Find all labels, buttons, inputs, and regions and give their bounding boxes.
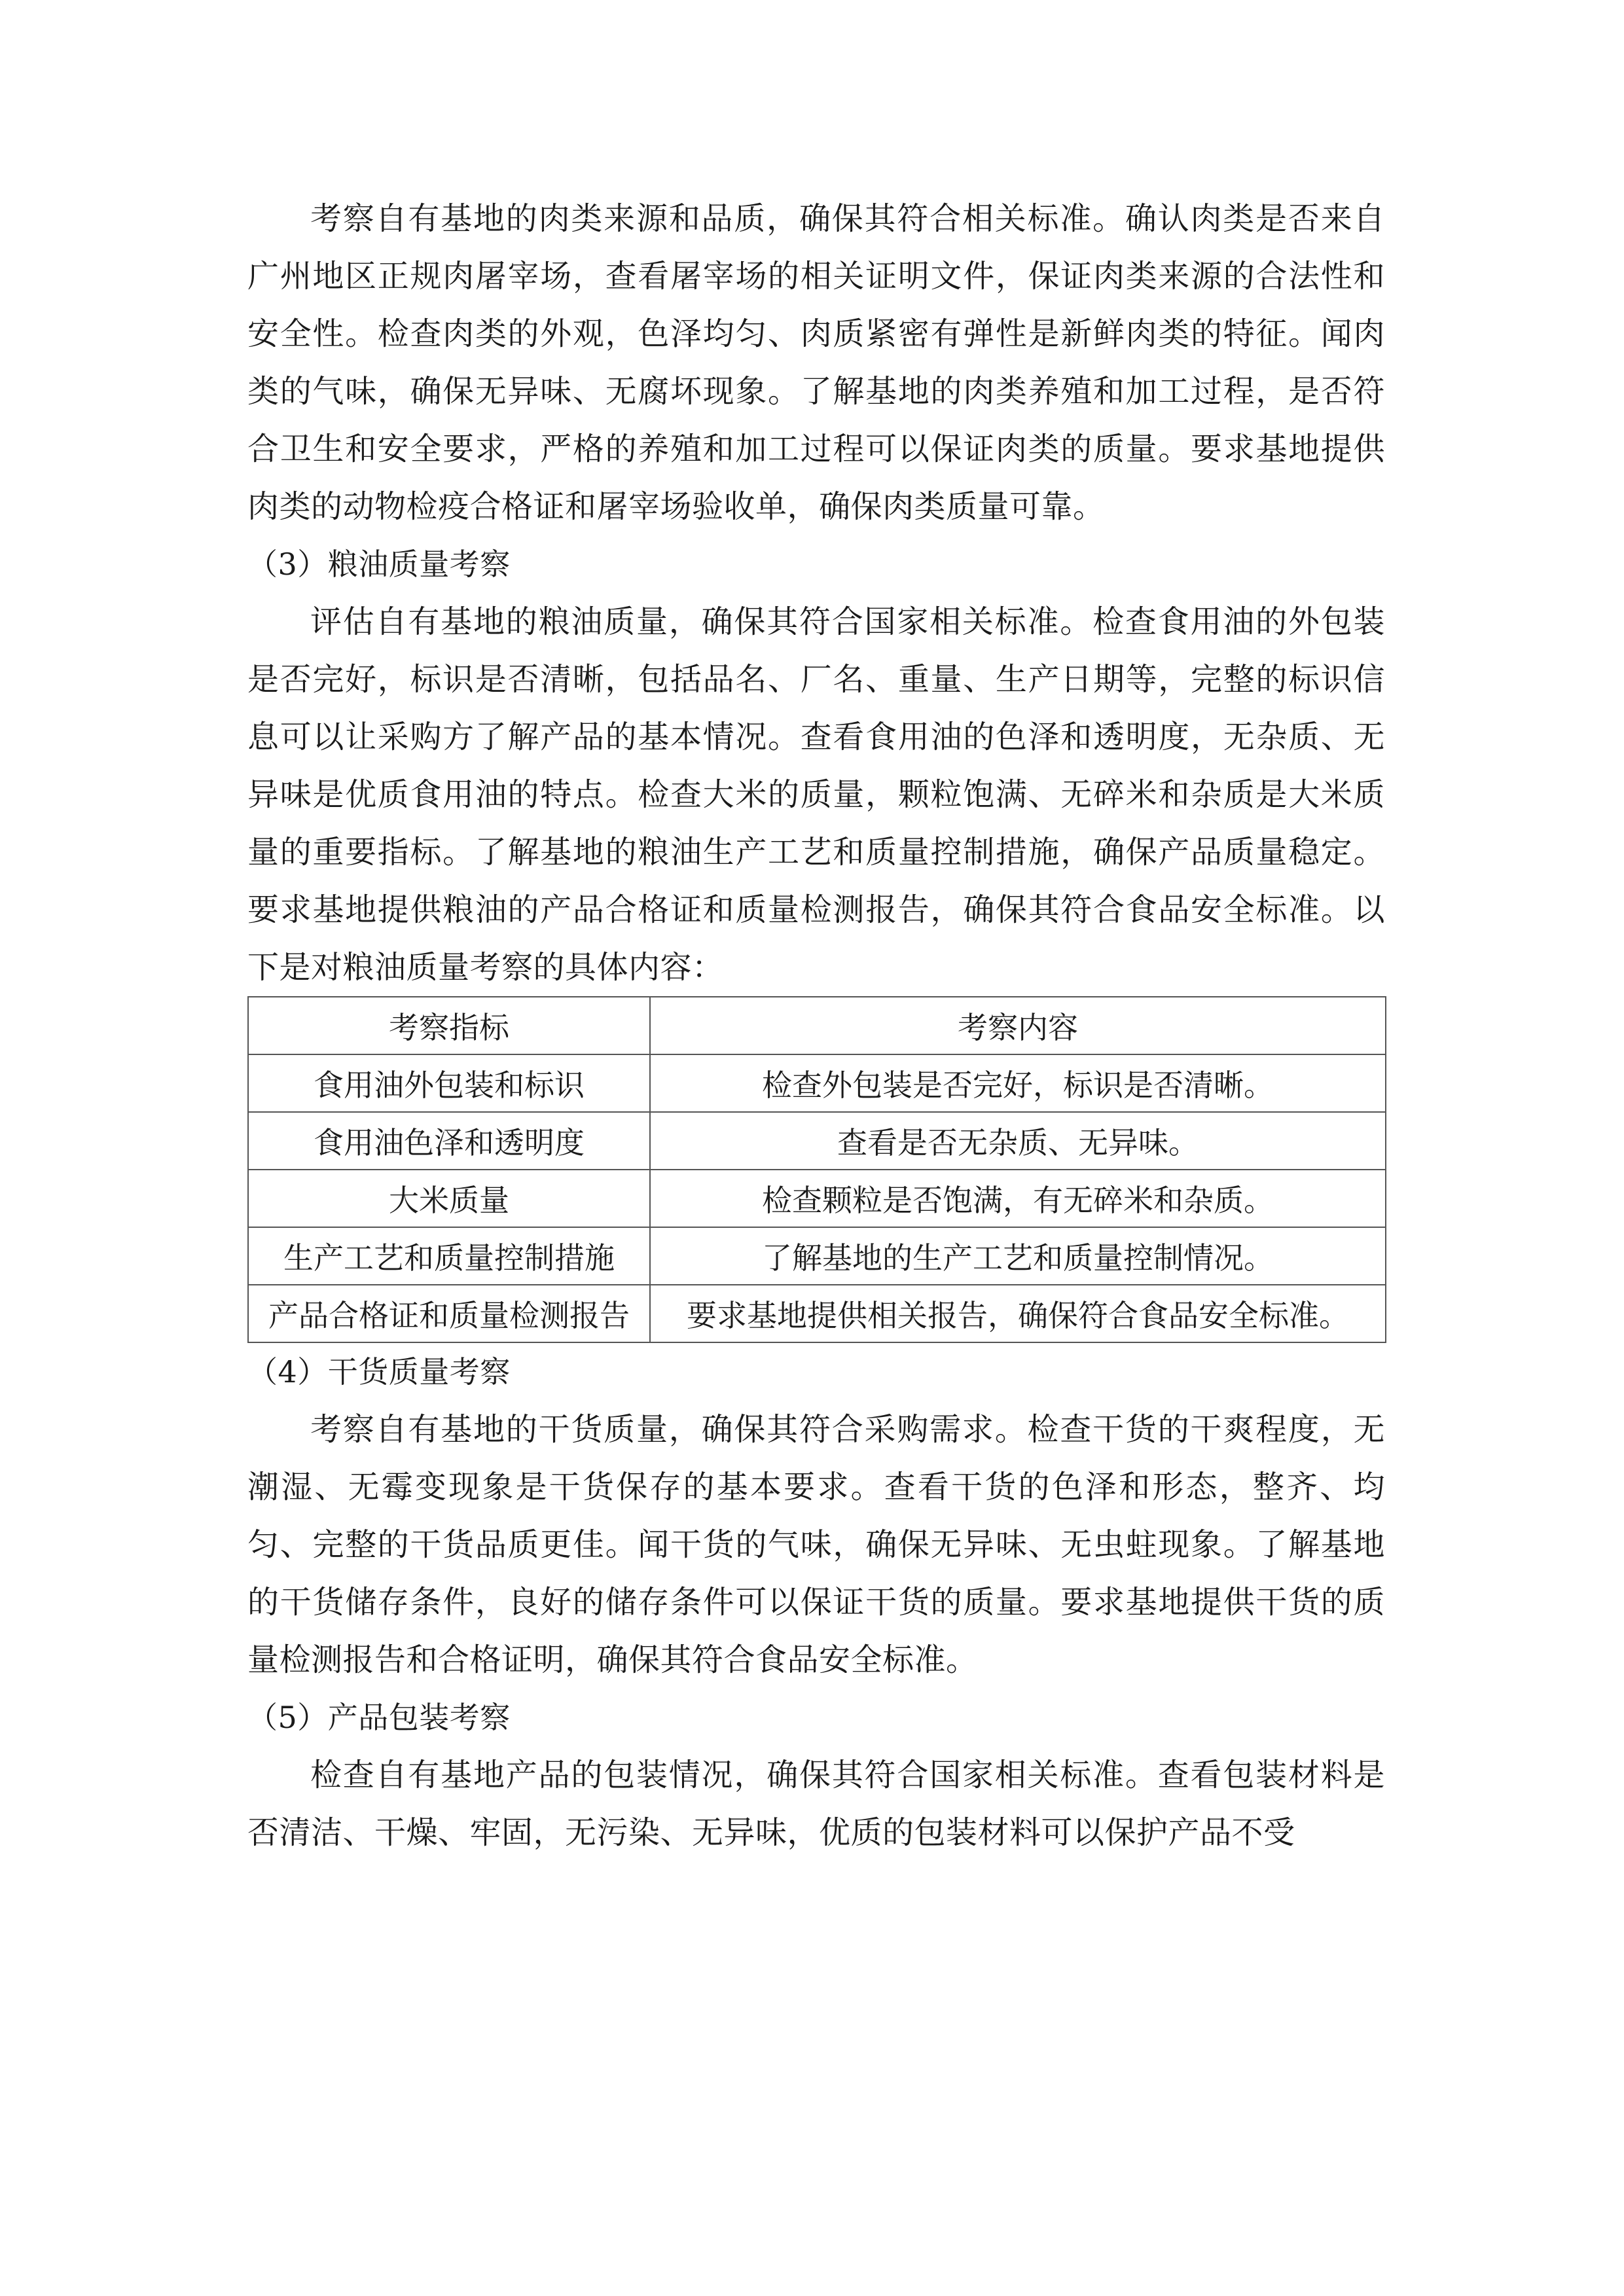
paragraph-meat-quality: 考察自有基地的肉类来源和品质，确保其符合相关标准。确认肉类是否来自广州地区正规肉屠宰场，查看屠宰场的相关证明文件，保证肉类来源的合法性和安全性。检查肉类的外观，色泽均匀、肉质紧密有弹性是新鲜肉类的特征。闻肉类的气味，确保无异味、无腐坏现象。了解基地的肉类养殖和加工过程，是否符合卫生和安全要求，严格的养殖和加工过程可以保证肉类的质量。要求基地提供肉类的动物检疫合格证和屠宰场验收单，确保肉类质量可靠。 <box>247 200 1385 525</box>
table-row <box>248 1285 1386 1342</box>
table-row <box>248 1170 1386 1227</box>
table-cell-indicator: 产品合格证和质量检测报告 <box>248 1285 650 1342</box>
table-row <box>248 1054 1386 1112</box>
paragraph-grain-oil: 评估自有基地的粮油质量，确保其符合国家相关标准。检查食用油的外包装是否完好，标识是否清晰，包括品名、厂名、重量、生产日期等，完整的标识信息可以让采购方了解产品的基本情况。查看食用油的色泽和透明度，无杂质、无异味是优质食用油的特点。检查大米的质量，颗粒饱满、无碎米和杂质是大米质量的重要指标。了解基地的粮油生产工艺和质量控制措施，确保产品质量稳定。要求基地提供粮油的产品合格证和质量检测报告，确保其符合食品安全标准。以下是对粮油质量考察的具体内容： <box>247 603 1385 986</box>
paragraph-packaging: 检查自有基地产品的包装情况，确保其符合国家相关标准。查看包装材料是否清洁、干燥、牢固，无污染、无异味，优质的包装材料可以保护产品不受 <box>247 1757 1385 1851</box>
grain-oil-table <box>247 996 1386 1343</box>
table-header-row <box>248 997 1386 1054</box>
table-cell-content: 查看是否无杂质、无异味。 <box>650 1112 1386 1170</box>
heading-packaging: （5）产品包装考察 <box>247 1700 511 1735</box>
table-row <box>248 1112 1386 1170</box>
table-cell-indicator: 食用油色泽和透明度 <box>248 1112 650 1170</box>
table-cell-content: 了解基地的生产工艺和质量控制情况。 <box>650 1227 1386 1285</box>
table-header-cell: 考察内容 <box>650 997 1386 1054</box>
table-header-cell: 考察指标 <box>248 997 650 1054</box>
table-row <box>248 1227 1386 1285</box>
heading-dry-goods: （4）干货质量考察 <box>247 1354 511 1390</box>
table-cell-indicator: 生产工艺和质量控制措施 <box>248 1227 650 1285</box>
document-page <box>247 190 1385 1861</box>
table-cell-indicator: 大米质量 <box>248 1170 650 1227</box>
paragraph-dry-goods: 考察自有基地的干货质量，确保其符合采购需求。检查干货的干爽程度，无潮湿、无霉变现象是干货保存的基本要求。查看干货的色泽和形态，整齐、均匀、完整的干货品质更佳。闻干货的气味，确保无异味、无虫蛀现象。了解基地的干货储存条件，良好的储存条件可以保证干货的质量。要求基地提供干货的质量检测报告和合格证明，确保其符合食品安全标准。 <box>247 1411 1385 1678</box>
table-cell-indicator: 食用油外包装和标识 <box>248 1054 650 1112</box>
heading-grain-oil: （3）粮油质量考察 <box>247 547 511 582</box>
table-cell-content: 检查外包装是否完好，标识是否清晰。 <box>650 1054 1386 1112</box>
table-cell-content: 要求基地提供相关报告，确保符合食品安全标准。 <box>650 1285 1386 1342</box>
table-cell-content: 检查颗粒是否饱满，有无碎米和杂质。 <box>650 1170 1386 1227</box>
